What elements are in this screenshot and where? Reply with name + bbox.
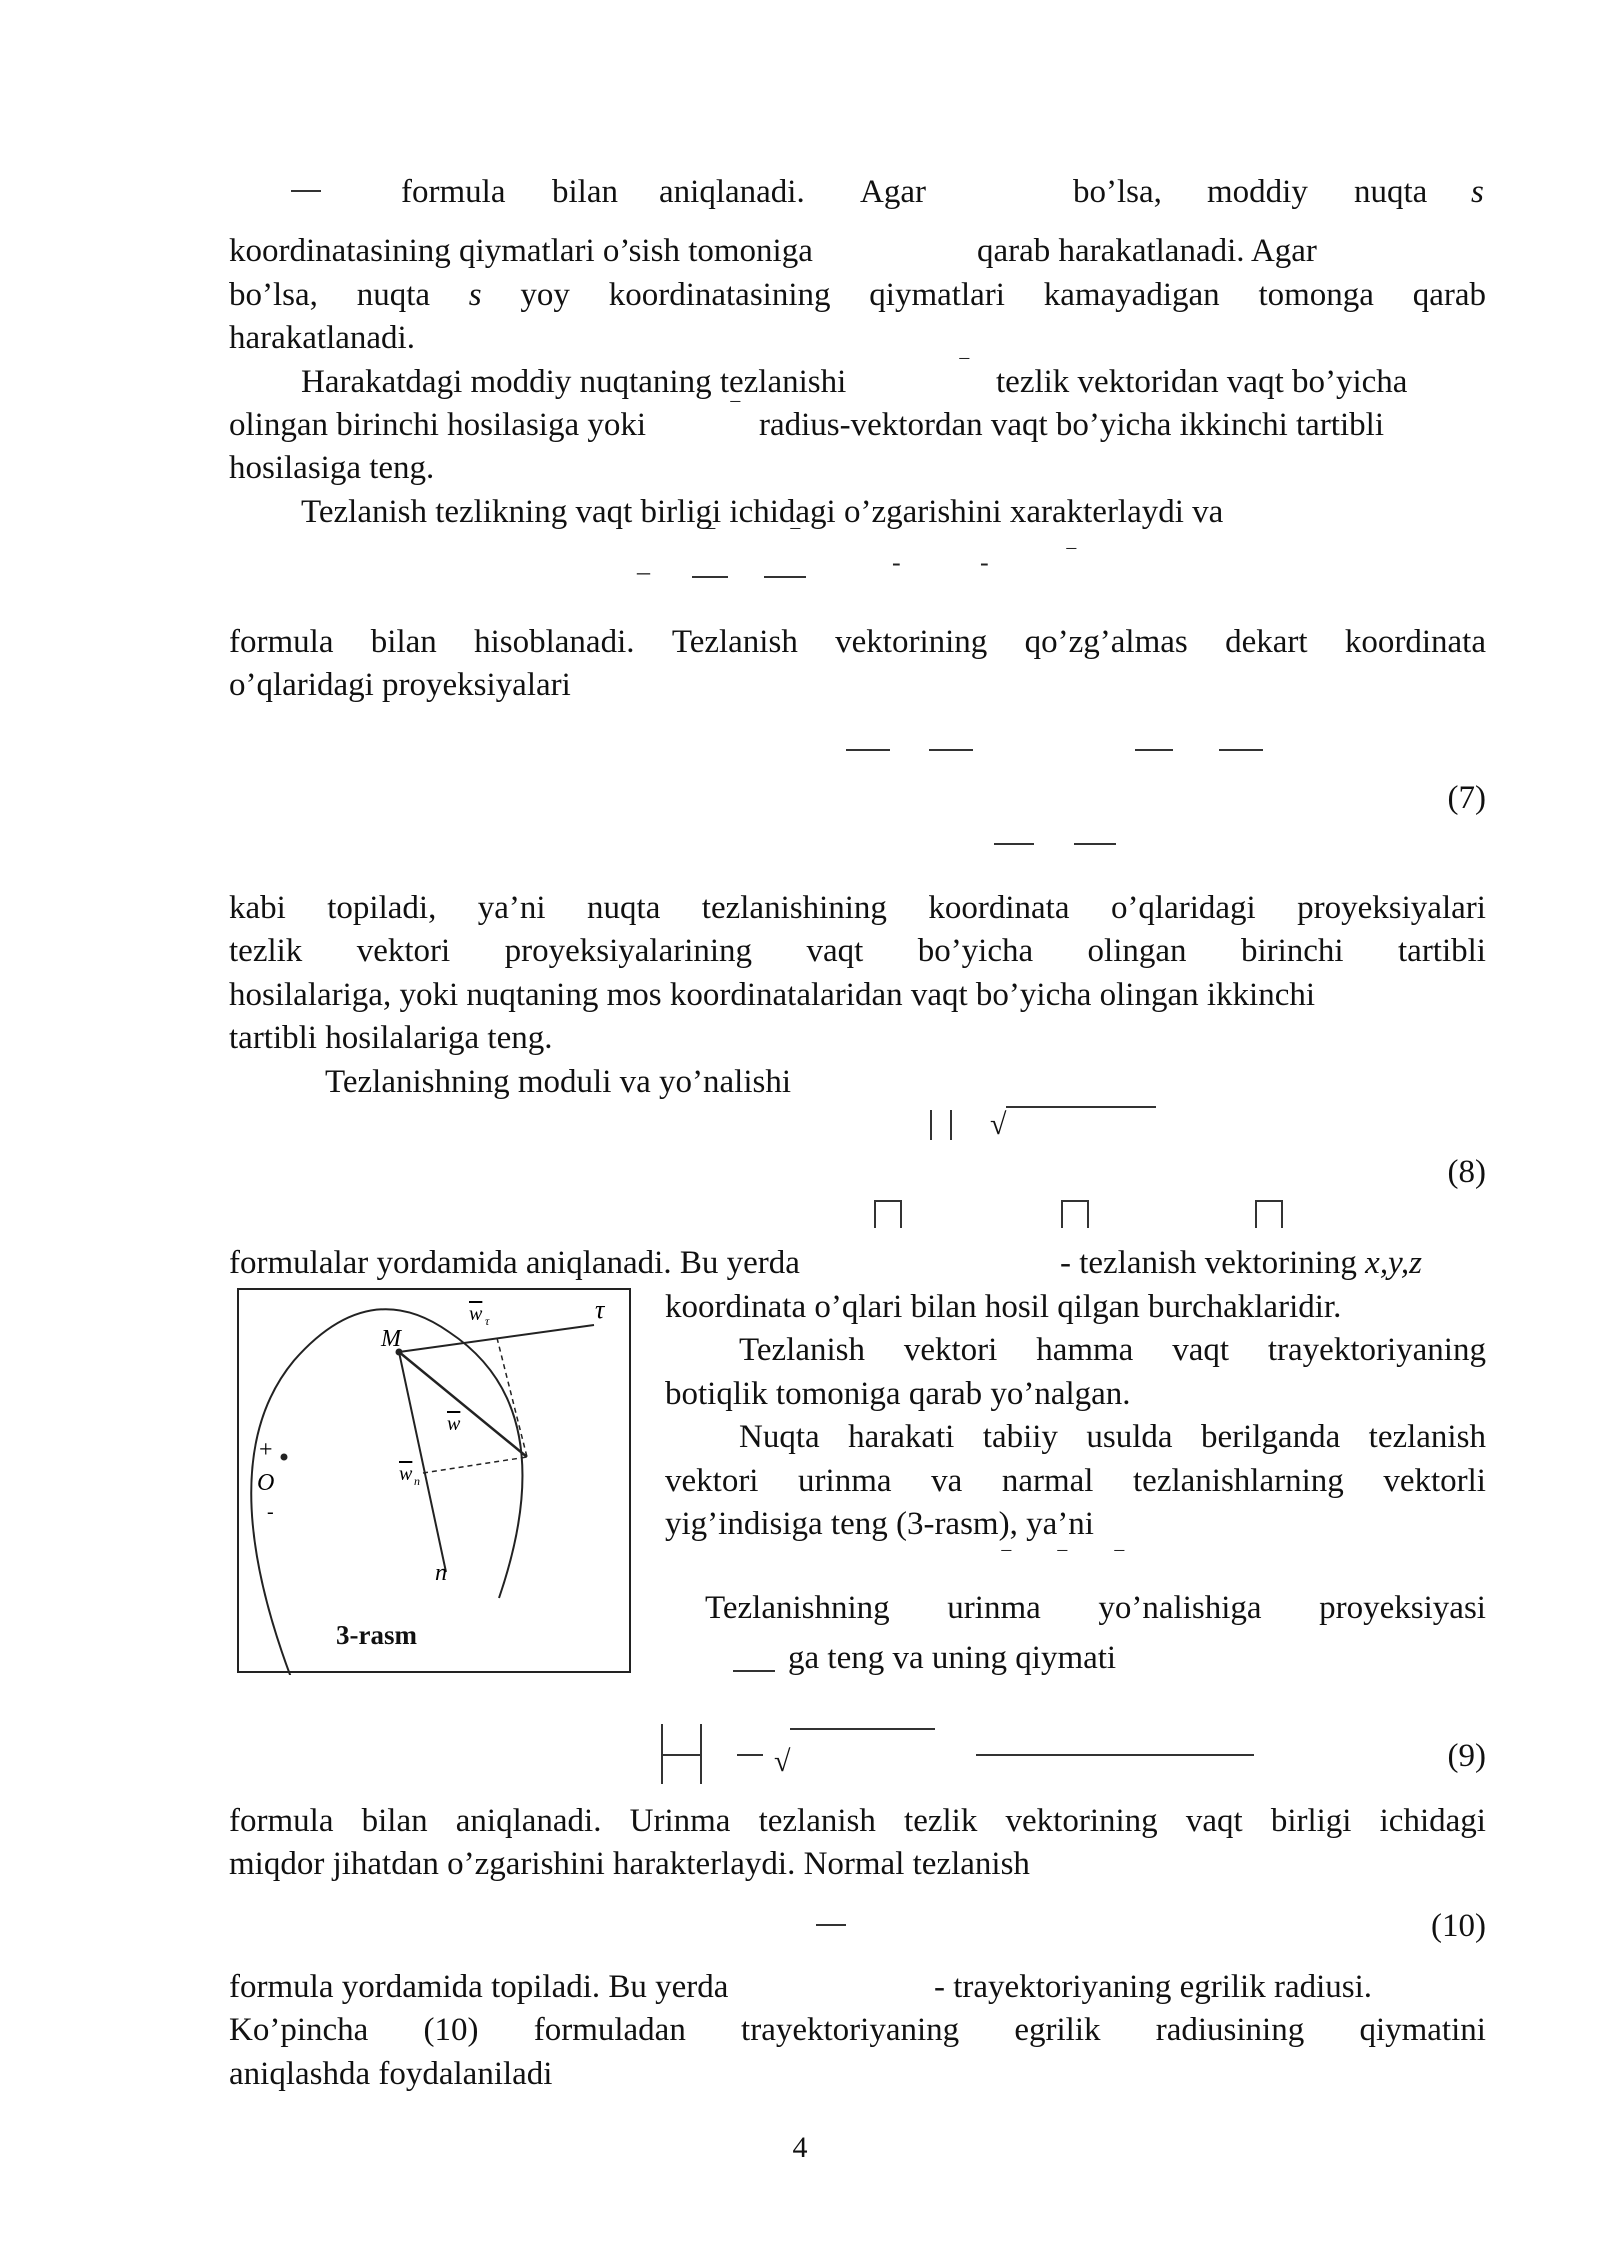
text-fragment: aniqlanadi. bbox=[659, 174, 805, 210]
text-fragment: proyeksiyalari bbox=[1297, 890, 1486, 926]
text-fragment: vektorining bbox=[1005, 1803, 1158, 1839]
text-fragment: formulalar yordamida aniqlanadi. Bu yerda bbox=[229, 1245, 800, 1281]
vector-mark: ‾ bbox=[706, 526, 715, 555]
paragraph-line: hosilalariga, yoki nuqtaning mos koordinatalaridan vaqt bo’yicha olingan ikkinchi bbox=[229, 977, 1316, 1013]
text-fragment: nuqta bbox=[1354, 174, 1428, 210]
text-fragment: bo’lsa, bbox=[1073, 174, 1162, 210]
paragraph-line bbox=[229, 273, 1486, 317]
fraction-bar bbox=[929, 749, 973, 751]
paragraph-line: Tezlanish tezlikning vaqt birligi ichidagi o’zgarishini xarakterlaydi va bbox=[301, 494, 1224, 530]
label-w-n-sub: n bbox=[414, 1474, 420, 1488]
abs-bar bbox=[700, 1724, 702, 1784]
fraction-bar bbox=[816, 1924, 846, 1926]
text-fragment: tezlanishlarning bbox=[1133, 1463, 1344, 1499]
text-fragment: Tezlanish bbox=[671, 624, 798, 660]
text-fragment: egrilik bbox=[1014, 2012, 1101, 2048]
text-fragment: berilganda bbox=[1200, 1419, 1341, 1455]
sqrt-bar bbox=[1006, 1106, 1156, 1108]
vector-mark: ‾ bbox=[1115, 1548, 1124, 1577]
text-fragment: Harakatdagi moddiy nuqtaning tezlanishi bbox=[301, 364, 847, 400]
equation-number: (7) bbox=[1447, 780, 1486, 816]
fraction-bar bbox=[976, 1754, 1254, 1756]
text-fragment: formula bbox=[229, 624, 334, 660]
paragraph-line bbox=[739, 1328, 1486, 1372]
vector-mark: ‾ bbox=[791, 526, 800, 555]
label-m: M bbox=[381, 1326, 401, 1352]
text-fragment: qarab harakatlanadi. Agar bbox=[977, 233, 1317, 269]
text-fragment: narmal bbox=[1001, 1463, 1094, 1499]
paragraph-line: miqdor jihatdan o’zgarishini harakterlaydi. Normal tezlanish bbox=[229, 1846, 1030, 1882]
paragraph-line: hosilasiga teng. bbox=[229, 450, 435, 486]
sqrt-sign: √ bbox=[774, 1745, 791, 1778]
text-fragment: vektorining bbox=[835, 624, 988, 660]
point-o bbox=[281, 1454, 288, 1461]
text-fragment: bilan bbox=[552, 174, 618, 210]
sqrt-sign: √ bbox=[990, 1108, 1007, 1141]
vector-mark: ‾ bbox=[1002, 1548, 1011, 1577]
text-fragment: vaqt bbox=[806, 933, 864, 969]
text-fragment: koordinatasining qiymatlari o’sish tomoniga bbox=[229, 233, 813, 269]
fraction-bar bbox=[846, 749, 890, 751]
abs-bar bbox=[930, 1110, 932, 1140]
fraction-bar bbox=[733, 1670, 775, 1672]
text-fragment: tezlik bbox=[904, 1803, 978, 1839]
paragraph-line bbox=[229, 2008, 1486, 2052]
equation-number: (9) bbox=[1447, 1738, 1486, 1774]
text-fragment: topiladi, bbox=[327, 890, 437, 926]
text-fragment: tezlik bbox=[229, 933, 303, 969]
text-fragment: bo’lsa, bbox=[229, 277, 318, 313]
fraction-bar bbox=[661, 1754, 701, 1756]
abs-bar bbox=[950, 1110, 952, 1140]
label-tau: τ bbox=[595, 1295, 605, 1324]
label-w-tau-sub: τ bbox=[485, 1314, 490, 1328]
equation-number: (8) bbox=[1447, 1154, 1486, 1190]
fraction-bar bbox=[994, 843, 1034, 845]
text-fragment: va bbox=[931, 1463, 963, 1499]
text-fragment: Tezlanish bbox=[739, 1332, 865, 1368]
paragraph-line bbox=[229, 620, 1486, 664]
projection-dash bbox=[423, 1457, 527, 1473]
text-fragment: moddiy bbox=[1207, 174, 1308, 210]
vector-mark: ‾ bbox=[1067, 546, 1076, 575]
paragraph-line: aniqlashda foydalaniladi bbox=[229, 2056, 553, 2092]
text-fragment: bilan bbox=[370, 624, 437, 660]
text-fragment: formula bbox=[401, 174, 506, 210]
text-fragment: nuqta bbox=[587, 890, 661, 926]
paragraph-line: yig’indisiga teng (3-rasm), ya’ni bbox=[665, 1506, 1094, 1542]
text-fragment: ga teng va uning qiymati bbox=[788, 1640, 1117, 1676]
paragraph-line bbox=[705, 1586, 1486, 1630]
paragraph-line: tartibli hosilalariga teng. bbox=[229, 1020, 553, 1056]
text-fragment: formuladan bbox=[533, 2012, 686, 2048]
vector-mark: ‾ bbox=[960, 356, 969, 385]
text-fragment: s bbox=[468, 277, 482, 313]
text-fragment: (10) bbox=[423, 2012, 479, 2048]
text-fragment: urinma bbox=[798, 1463, 892, 1499]
text-fragment: formula yordamida topiladi. Bu yerda bbox=[229, 1969, 729, 2005]
paragraph-line: koordinata o’qlari bilan hosil qilgan burchaklaridir. bbox=[665, 1289, 1342, 1325]
text-fragment: koordinatasining bbox=[608, 277, 831, 313]
text-fragment: vektori bbox=[665, 1463, 759, 1499]
text-fragment: qiymatlari bbox=[869, 277, 1005, 313]
label-w-tau: w bbox=[469, 1303, 483, 1325]
fraction-bar bbox=[291, 190, 321, 192]
label-o: O bbox=[257, 1470, 275, 1496]
text-fragment: koordinata bbox=[928, 890, 1070, 926]
paragraph-line bbox=[665, 1459, 1486, 1503]
text-fragment: yo’nalishiga bbox=[1098, 1590, 1262, 1626]
text-fragment: vektori bbox=[356, 933, 451, 969]
text-fragment: kabi bbox=[229, 890, 286, 926]
vector-mark: _ bbox=[637, 548, 650, 577]
text-fragment: x,y,z bbox=[1365, 1245, 1422, 1281]
text-fragment: olingan birinchi hosilasiga yoki bbox=[229, 407, 647, 443]
paragraph-line: harakatlanadi. bbox=[229, 320, 415, 356]
equation-number: (10) bbox=[1431, 1908, 1486, 1944]
text-fragment: s bbox=[1471, 174, 1484, 210]
text-fragment: urinma bbox=[947, 1590, 1041, 1626]
text-fragment: trayektoriyaning bbox=[1267, 1332, 1486, 1368]
text-fragment: kamayadigan bbox=[1043, 277, 1220, 313]
text-fragment bbox=[1060, 1241, 1422, 1285]
paragraph-line bbox=[229, 1799, 1486, 1843]
label-w: w bbox=[447, 1413, 461, 1435]
projection-dash bbox=[497, 1338, 527, 1457]
text-fragment: aniqlanadi. bbox=[455, 1803, 602, 1839]
text-fragment: tartibli bbox=[1398, 933, 1486, 969]
vector-mark: - bbox=[892, 548, 901, 577]
text-fragment: bo’yicha bbox=[917, 933, 1034, 969]
text-fragment: o’qlaridagi bbox=[1110, 890, 1256, 926]
text-fragment: hisoblanadi. bbox=[474, 624, 635, 660]
paragraph-line: Tezlanishning moduli va yo’nalishi bbox=[325, 1064, 792, 1100]
text-fragment: - tezlanish vektorining bbox=[1060, 1245, 1357, 1281]
text-fragment: harakati bbox=[848, 1419, 955, 1455]
text-fragment: tabiiy bbox=[982, 1419, 1058, 1455]
text-fragment: vaqt bbox=[1172, 1332, 1230, 1368]
figure-caption: 3-rasm bbox=[336, 1620, 417, 1650]
paragraph-line: o’qlaridagi proyeksiyalari bbox=[229, 667, 571, 703]
fraction-bar bbox=[692, 576, 728, 578]
text-fragment: nuqta bbox=[356, 277, 431, 313]
sqrt-bar bbox=[790, 1728, 935, 1730]
text-fragment: radius-vektordan vaqt bo’yicha ikkinchi tartibli bbox=[759, 407, 1384, 443]
text-fragment: hamma bbox=[1036, 1332, 1134, 1368]
text-fragment: tezlanish bbox=[758, 1803, 876, 1839]
vector-mark: ‾ bbox=[731, 399, 740, 428]
label-n: n bbox=[435, 1560, 447, 1586]
text-fragment: formula bbox=[229, 1803, 334, 1839]
text-fragment: - trayektoriyaning egrilik radiusi. bbox=[934, 1969, 1373, 2005]
label-w-n: w bbox=[399, 1463, 413, 1485]
text-fragment: qiymatini bbox=[1359, 2012, 1486, 2048]
text-fragment: birinchi bbox=[1240, 933, 1344, 969]
text-fragment: koordinata bbox=[1344, 624, 1486, 660]
paragraph-line bbox=[739, 1415, 1486, 1459]
text-fragment: olingan bbox=[1087, 933, 1187, 969]
text-fragment: tezlik vektoridan vaqt bo’yicha bbox=[996, 364, 1408, 400]
text-fragment: bilan bbox=[361, 1803, 428, 1839]
text-fragment: trayektoriyaning bbox=[741, 2012, 960, 2048]
label-plus: + bbox=[259, 1437, 273, 1463]
text-fragment: radiusining bbox=[1155, 2012, 1305, 2048]
text-fragment: birligi bbox=[1270, 1803, 1352, 1839]
text-fragment: tezlanishining bbox=[701, 890, 887, 926]
text-fragment: Nuqta bbox=[739, 1419, 820, 1455]
paragraph-line bbox=[229, 886, 1486, 930]
bracket-mark bbox=[1061, 1200, 1089, 1228]
vector-mark: ‾ bbox=[1058, 1548, 1067, 1577]
text-fragment: proyeksiyasi bbox=[1319, 1590, 1486, 1626]
text-fragment: vektori bbox=[903, 1332, 998, 1368]
paragraph-line bbox=[229, 929, 1486, 973]
text-fragment: dekart bbox=[1225, 624, 1308, 660]
fraction-bar bbox=[737, 1754, 763, 1756]
text-fragment: Ko’pincha bbox=[229, 2012, 369, 2048]
text-fragment: ichidagi bbox=[1379, 1803, 1486, 1839]
text-fragment: qarab bbox=[1412, 277, 1486, 313]
paragraph-line: botiqlik tomoniga qarab yo’nalgan. bbox=[665, 1376, 1131, 1412]
fraction-bar bbox=[764, 576, 806, 578]
bracket-mark bbox=[874, 1200, 902, 1228]
page-number: 4 bbox=[792, 2131, 808, 2164]
fraction-bar bbox=[1135, 749, 1173, 751]
text-fragment: ya’ni bbox=[477, 890, 546, 926]
text-fragment: vektorli bbox=[1383, 1463, 1486, 1499]
bracket-mark bbox=[1255, 1200, 1283, 1228]
text-fragment: vaqt bbox=[1185, 1803, 1243, 1839]
text-fragment: Agar bbox=[860, 174, 926, 210]
fraction-bar bbox=[1074, 843, 1116, 845]
text-fragment: qo’zg’almas bbox=[1024, 624, 1188, 660]
figure-diagram bbox=[239, 1290, 633, 1675]
label-minus: - bbox=[267, 1501, 274, 1523]
text-fragment: proyeksiyalarining bbox=[504, 933, 753, 969]
vector-mark: - bbox=[980, 548, 989, 577]
text-fragment: Urinma bbox=[629, 1803, 731, 1839]
text-fragment: tezlanish bbox=[1368, 1419, 1486, 1455]
text-fragment: Tezlanishning bbox=[705, 1590, 890, 1626]
text-fragment: yoy bbox=[520, 277, 570, 313]
text-fragment: usulda bbox=[1086, 1419, 1173, 1455]
text-fragment: tomonga bbox=[1258, 277, 1374, 313]
fraction-bar bbox=[1219, 749, 1263, 751]
figure-3-rasm bbox=[237, 1288, 631, 1673]
